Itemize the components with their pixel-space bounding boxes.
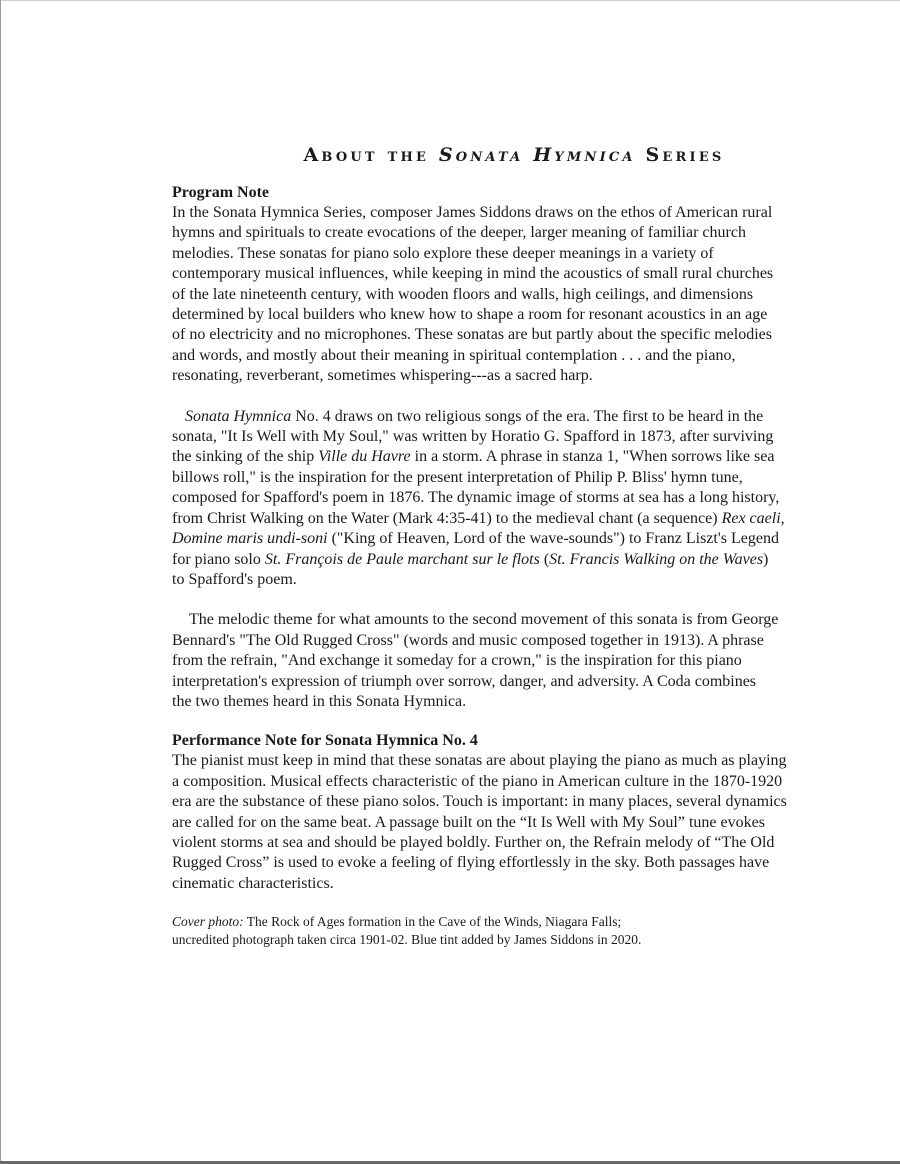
- paragraph-gap: [172, 590, 856, 610]
- p2-italic-sonata-hymnica: Sonata Hymnica: [185, 407, 292, 425]
- title-suffix: Series: [635, 144, 725, 166]
- program-note-paragraph-1: In the Sonata Hymnica Series, composer James Siddons draws on the ethos of American rural hymns and spirituals to create evocations of the deeper, larger meaning of familiar church melodies. These sonatas for piano solo explore these deeper meanings in a variety of contemporary musical influences, while keeping in mind the acoustics of small rural churches of the late nineteenth century, with wooden floors and walls, high ceilings, and dimensions determined by local builders who knew how to shape a room for resonant acoustics in an age of no electricity and no microphones. These sonatas are but partly about the specific melodies and words, and mostly about their meaning in spiritual contemplation . . . and the piano, resonating, reverberant, sometimes whispering---as a sacred harp.: [172, 204, 774, 385]
- title-series-name: Sonata Hymnica: [438, 144, 636, 166]
- p2-italic-chant-title: Rex caeli, Domine maris undi-soni: [172, 509, 785, 548]
- p2-text-3: ("King of Heaven, Lord of the wave-sounds") to Franz Liszt's Legend for piano solo: [172, 530, 779, 568]
- p2-italic-liszt-english: St. Francis Walking on the Waves: [549, 550, 764, 568]
- program-note-paragraph-3: [172, 610, 856, 712]
- p2-italic-ship-name: Ville du Havre: [318, 448, 411, 466]
- page-title: [194, 144, 834, 166]
- p2-text-5: ) to Spafford's poem.: [172, 550, 769, 588]
- page-edge-top: [0, 0, 900, 1]
- p2-text-4: (: [539, 550, 550, 568]
- performance-note-heading: Performance Note for Sonata Hymnica No. 4: [172, 732, 478, 750]
- program-note-heading: Program Note: [172, 184, 269, 201]
- cover-credit-label: Cover photo:: [172, 914, 244, 930]
- p2-text-1: No. 4 draws on two religious songs of the era. The first to be heard in the sonata, "It Is Well with My Soul," was written by Horatio G. Spafford in 1873, after surviving the sinking of the ship: [172, 407, 774, 466]
- p2-text-2: in a storm. A phrase in stanza 1, "When sorrows like sea billows roll," is the inspiration for the present interpretation of Philip P. Bliss' hymn tune, composed for Spafford's poem in 1876. The dynamic image of storms at sea has a long history, from Christ Walking on the Water (Mark 4:35-41) to the medieval chant (a sequence): [172, 448, 780, 527]
- paragraph-gap: [172, 387, 856, 407]
- cover-photo-credit: [172, 913, 856, 949]
- document-body: [172, 144, 856, 949]
- cover-credit-text: The Rock of Ages formation in the Cave of the Winds, Niagara Falls; uncredited photograph taken circa 1901-02. Blue tint added by James Siddons in 2020.: [172, 914, 642, 948]
- p3-text: The melodic theme for what amounts to the second movement of this sonata is from George Bennard's "The Old Rugged Cross" (words and music composed together in 1913). A phrase from the refrain, "And exchange it someday for a crown," is the inspiration for this piano interpretation's expression of triumph over sorrow, danger, and adversity. A Coda combines the two themes heard in this Sonata Hymnica.: [172, 611, 779, 710]
- p2-italic-liszt-title: St. François de Paule marchant sur le flots: [264, 550, 540, 568]
- page-edge-left: [0, 0, 1, 1164]
- title-prefix: About the: [303, 144, 439, 166]
- performance-note-paragraph: The pianist must keep in mind that these sonatas are about playing the piano as much as playing a composition. Musical effects characteristic of the piano in American culture in the 1870-1920 era are the substance of these piano solos. Touch is important: in many places, several dynamics are called for on the same beat. A passage built on the “It Is Well with My Soul” tune evokes violent storms at sea and should be played boldly. Further on, the Refrain melody of “The Old Rugged Cross” is used to evoke a feeling of flying effortlessly in the sky. Both passages have cinematic characteristics.: [172, 752, 787, 892]
- program-note-paragraph-2: [172, 407, 856, 591]
